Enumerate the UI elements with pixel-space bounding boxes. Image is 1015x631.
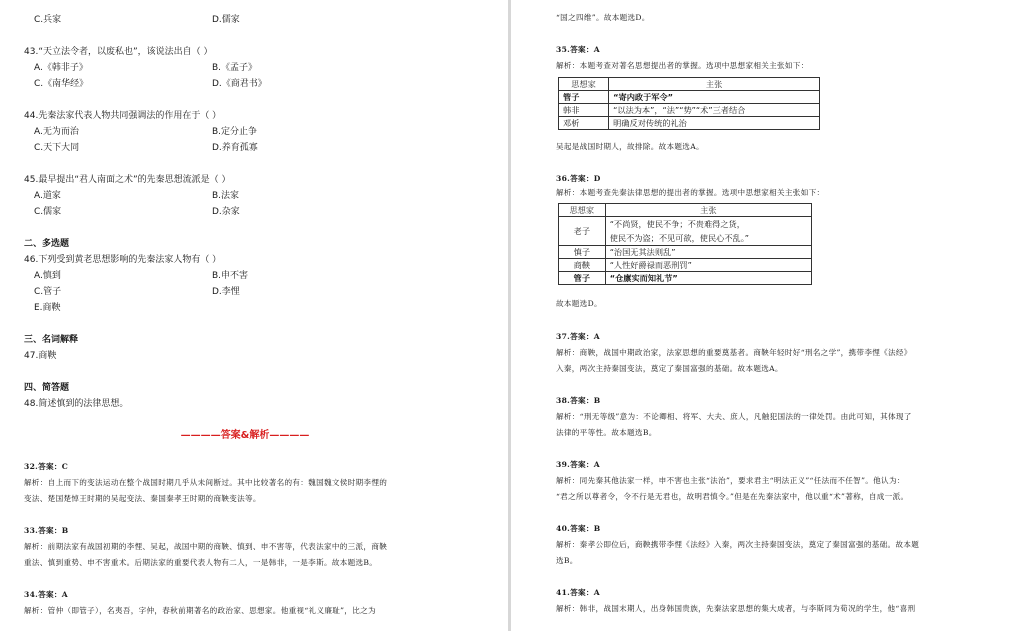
q42-option-d: D.儒家 (212, 15, 240, 25)
answer-33-line2: 重法、慎到重势、申不害重术。后期法家的重要代表人物有二人，一是韩非，一是李斯。故本题选B。 (24, 558, 378, 567)
table-header-thinker: 思想家 (559, 78, 609, 91)
q44-stem: 44.先秦法家代表人物共同强调法的作用在于（ ） (24, 111, 222, 121)
right-page (511, 0, 1015, 631)
table-header-claim: 主张 (605, 204, 811, 217)
answer-34-head: 34.答案：A (24, 590, 68, 599)
q45-stem: 45.最早提出“君人南面之术”的先秦思想流派是（ ） (24, 175, 231, 185)
answer-37-head: 37.答案：A (556, 332, 600, 341)
q46-option-a: A.慎到 (34, 271, 61, 281)
q43-option-b: B.《孟子》 (212, 63, 258, 73)
table-cell-claim-line2: 使民不为盗；不见可欲，使民心不乱。” (609, 233, 750, 243)
table-cell-claim-line1: “不尚贤，使民不争；不贵难得之货， (609, 219, 745, 229)
answer-36-intro: 解析：本题考查先秦法律思想的提出者的掌握。选项中思想家相关主张如下： (556, 188, 825, 197)
answer-40-line1: 解析：秦孝公即位后，商鞅携带李悝《法经》入秦，两次主持秦国变法，奠定了秦国富强的基础。故本题 (556, 540, 920, 549)
answer-33-head: 33.答案：B (24, 526, 69, 535)
table-row (559, 217, 812, 246)
q42-option-c: C.兵家 (34, 15, 62, 25)
table-cell-thinker: 管子 (559, 91, 609, 104)
q45-option-d: D.杂家 (212, 207, 240, 217)
table-row (559, 246, 812, 259)
answer-36-head: 36.答案：D (556, 174, 601, 183)
section-short-answer: 四、简答题 (24, 383, 70, 393)
answer-35-tail: 吴起是战国时期人，故排除。故本题选A。 (556, 142, 704, 151)
answer-section-banner: ————答案&解析———— (180, 430, 310, 441)
q46-stem: 46.下列受到黄老思想影响的先秦法家人物有（ ） (24, 255, 222, 265)
q46-option-c: C.管子 (34, 287, 62, 297)
answer-34-continued: “国之四维”。故本题选D。 (556, 13, 650, 22)
table-cell-thinker: 商鞅 (559, 259, 606, 272)
answer-34-line1: 解析：管仲（即管子），名夷吾，字仲，春秋前期著名的政治家、思想家。他重视“礼义廉耻”，比之为 (24, 606, 376, 615)
q47-stem: 47.商鞅 (24, 351, 57, 361)
q43-option-d: D.《商君书》 (212, 79, 267, 89)
answer-39-line2: “君之所以尊者令，令不行是无君也，故明君慎令。”但是在先秦法家中，他以重“术”著称，自成一派。 (556, 492, 909, 501)
answer-38-head: 38.答案：B (556, 396, 601, 405)
q46-option-b: B.申不害 (212, 271, 249, 281)
table-cell-thinker: 韩非 (559, 104, 609, 117)
table-cell-thinker: 老子 (559, 217, 606, 246)
table-row (559, 91, 820, 104)
answer-39-line1: 解析：同先秦其他法家一样，申不害也主张“法治”，要求君主“明法正义”“任法而不任智”。他认为： (556, 476, 905, 485)
q43-stem: 43.“天立法令者，以废私也”，该说法出自（ ） (24, 47, 213, 57)
answer-37-line1: 解析：商鞅，战国中期政治家，法家思想的重要奠基者。商鞅年轻时好“刑名之学”，携带李悝《法经》 (556, 348, 912, 357)
q43-option-a: A.《韩非子》 (34, 63, 88, 73)
answer-41-line1: 解析：韩非，战国末期人，出身韩国贵族，先秦法家思想的集大成者，与李斯同为荀况的学生，他“喜刑 (556, 604, 916, 613)
answer-32-head: 32.答案：C (24, 462, 69, 471)
q45-option-b: B.法家 (212, 191, 240, 201)
table-cell-claim: “人性好爵禄而恶刑罚” (605, 259, 811, 272)
q44-option-c: C.天下大同 (34, 143, 80, 153)
table-row (559, 104, 820, 117)
answer-35-table (558, 77, 820, 130)
q44-option-d: D.养育孤寡 (212, 143, 258, 153)
answer-33-line1: 解析：前期法家有战国初期的李悝、吴起，战国中期的商鞅、慎到、申不害等，代表法家中的三派，商鞅 (24, 542, 388, 551)
answer-38-line2: 法律的平等性。故本题选B。 (556, 428, 657, 437)
table-cell-claim: “仓廪实而知礼节” (605, 272, 811, 285)
answer-35-intro: 解析：本题考查对著名思想提出者的掌握。选项中思想家相关主张如下： (556, 61, 809, 70)
answer-32-line1: 解析：自上而下的变法运动在整个战国时期几乎从未间断过。其中比较著名的有：魏国魏文侯时期李悝的 (24, 478, 388, 487)
q44-option-b: B.定分止争 (212, 127, 258, 137)
table-cell-thinker: 邓析 (559, 117, 609, 130)
table-row (559, 117, 820, 130)
table-header-thinker: 思想家 (559, 204, 606, 217)
q45-option-a: A.道家 (34, 191, 61, 201)
table-cell-claim: “寄内政于军令” (609, 91, 820, 104)
table-cell-claim: “治国无其法则乱” (605, 246, 811, 259)
q46-option-d: D.李悝 (212, 287, 240, 297)
table-row (559, 259, 812, 272)
answer-40-line2: 选B。 (556, 556, 578, 565)
table-cell-claim: “以法为本”，“法”“势”“术”三者结合 (609, 104, 820, 117)
q45-option-c: C.儒家 (34, 207, 62, 217)
table-header-claim: 主张 (609, 78, 820, 91)
answer-37-line2: 入秦，两次主持秦国变法，奠定了秦国富强的基础。故本题选A。 (556, 364, 783, 373)
table-row (559, 272, 812, 285)
answer-36-table (558, 203, 812, 285)
table-cell-thinker: 管子 (559, 272, 606, 285)
table-cell-claim: 明确反对传统的礼治 (609, 117, 820, 130)
answer-36-tail: 故本题选D。 (556, 299, 602, 308)
answer-38-line1: 解析：“刑无等级”意为：不论卿相、将军、大夫、庶人，凡触犯国法的一律处罚。由此可知，其体现了 (556, 412, 912, 421)
answer-41-head: 41.答案：A (556, 588, 600, 597)
q44-option-a: A.无为而治 (34, 127, 79, 137)
section-multiple-choice: 二、多选题 (24, 239, 70, 249)
answer-32-line2: 变法、楚国楚悼王时期的吴起变法、秦国秦孝王时期的商鞅变法等。 (24, 494, 261, 503)
answer-35-head: 35.答案：A (556, 45, 600, 54)
table-cell-thinker: 慎子 (559, 246, 606, 259)
q48-stem: 48.简述慎到的法律思想。 (24, 399, 129, 409)
answer-39-head: 39.答案：A (556, 460, 600, 469)
q46-option-e: E.商鞅 (34, 303, 61, 313)
section-term-explanation: 三、名词解释 (24, 335, 79, 345)
q43-option-c: C.《南华经》 (34, 79, 89, 89)
answer-40-head: 40.答案：B (556, 524, 601, 533)
